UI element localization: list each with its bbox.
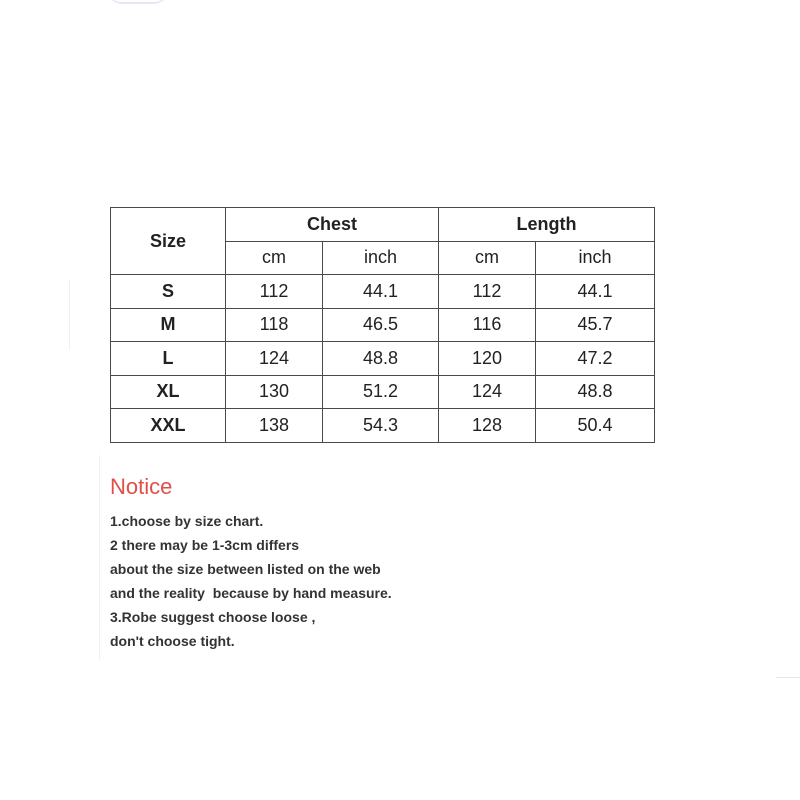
unit-header: cm — [439, 241, 536, 275]
length-inch-cell: 45.7 — [536, 308, 655, 342]
table-row — [111, 308, 655, 342]
divider-line — [776, 677, 800, 678]
length-inch-cell: 50.4 — [536, 409, 655, 443]
size-cell: S — [111, 275, 226, 309]
notice-line: 1.choose by size chart. — [110, 513, 264, 529]
table-row — [111, 342, 655, 376]
notice-line: and the reality because by hand measure. — [110, 585, 392, 601]
chest-inch-cell: 54.3 — [323, 409, 439, 443]
notice-heading: Notice — [110, 474, 173, 499]
size-cell: XL — [111, 375, 226, 409]
length-cm-cell: 128 — [439, 409, 536, 443]
unit-header: cm — [226, 241, 323, 275]
table-header-row — [111, 208, 655, 242]
notice-line: about the size between listed on the web — [110, 561, 381, 577]
length-cm-cell: 124 — [439, 375, 536, 409]
chest-inch-cell: 51.2 — [323, 375, 439, 409]
length-inch-cell: 47.2 — [536, 342, 655, 376]
size-chart-table — [110, 207, 655, 443]
divider-line — [99, 455, 100, 660]
chest-cm-cell: 124 — [226, 342, 323, 376]
notice-line: 3.Robe suggest choose loose , — [110, 609, 316, 625]
size-cell: XXL — [111, 409, 226, 443]
chest-cm-cell: 112 — [226, 275, 323, 309]
length-inch-cell: 48.8 — [536, 375, 655, 409]
chest-inch-cell: 46.5 — [323, 308, 439, 342]
size-cell: L — [111, 342, 226, 376]
chest-inch-cell: 48.8 — [323, 342, 439, 376]
length-column-header: Length — [439, 208, 655, 242]
length-cm-cell: 116 — [439, 308, 536, 342]
length-inch-cell: 44.1 — [536, 275, 655, 309]
size-cell: M — [111, 308, 226, 342]
length-cm-cell: 112 — [439, 275, 536, 309]
table-row — [111, 409, 655, 443]
unit-header: inch — [323, 241, 439, 275]
chest-cm-cell: 118 — [226, 308, 323, 342]
table-row — [111, 375, 655, 409]
chest-column-header: Chest — [226, 208, 439, 242]
divider-line — [69, 280, 70, 350]
chest-cm-cell: 130 — [226, 375, 323, 409]
decorative-arc — [108, 0, 168, 4]
chest-cm-cell: 138 — [226, 409, 323, 443]
table-row — [111, 275, 655, 309]
notice-list — [110, 509, 392, 653]
notice-line: don't choose tight. — [110, 633, 235, 649]
chest-inch-cell: 44.1 — [323, 275, 439, 309]
notice-line: 2 there may be 1-3cm differs — [110, 537, 300, 553]
length-cm-cell: 120 — [439, 342, 536, 376]
unit-header: inch — [536, 241, 655, 275]
size-column-header: Size — [111, 208, 226, 275]
